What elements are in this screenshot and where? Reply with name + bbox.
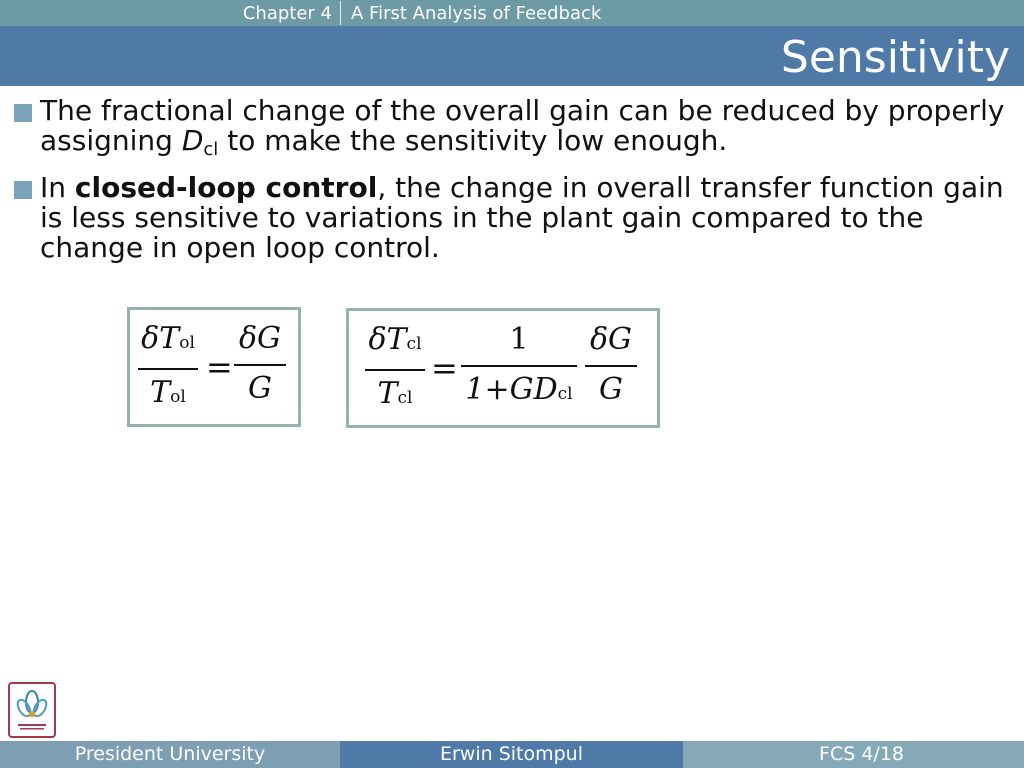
- numerator: 1: [509, 322, 529, 357]
- open-loop-equation: [127, 307, 301, 427]
- denominator: G: [599, 372, 623, 407]
- subscript: cl: [557, 384, 573, 404]
- fraction-bar: [461, 365, 577, 367]
- denominator: 1+GD: [465, 372, 558, 407]
- footer-institution: President University: [0, 741, 340, 768]
- fraction-middle: [461, 323, 577, 411]
- fraction-bar: [138, 368, 198, 370]
- bullet-text: to make the sensitivity low enough.: [218, 124, 728, 157]
- bullet-text: In: [40, 171, 75, 204]
- subscript: ol: [179, 333, 195, 353]
- closed-loop-equation: [346, 308, 660, 428]
- chapter-label: Chapter 4: [242, 2, 332, 24]
- fraction-bar: [585, 365, 637, 367]
- numerator: δT: [141, 321, 180, 356]
- fraction-rhs: [234, 322, 286, 406]
- fraction-bar: [365, 369, 425, 371]
- bullet-text: The fractional change of the overall gain can be reduced by properly assigning: [40, 94, 1005, 157]
- chapter-subtitle: A First Analysis of Feedback: [351, 2, 602, 24]
- bullet-item: [12, 96, 1012, 165]
- bullet-text: , the change in overall transfer function gain is less sensitive to variations in the plant gain compared to the change in open loop control.: [40, 171, 1004, 264]
- subscript: cl: [406, 334, 422, 354]
- bullet-square-icon: [14, 181, 32, 199]
- bullet-bold-text: closed-loop control: [74, 171, 378, 204]
- denominator: G: [248, 371, 272, 406]
- equals-sign: =: [431, 349, 458, 387]
- bullet-variable: D: [181, 124, 204, 157]
- footer-author: Erwin Sitompul: [340, 741, 683, 768]
- chapter-bar: [0, 0, 1024, 26]
- equals-sign: =: [206, 348, 233, 386]
- numerator: δG: [589, 322, 633, 357]
- fraction-lhs: [365, 323, 425, 415]
- denominator: T: [377, 376, 398, 411]
- bullet-square-icon: [14, 104, 32, 122]
- denominator: T: [150, 375, 171, 410]
- fraction-rhs: [585, 323, 637, 407]
- bullet-variable-sub: cl: [203, 139, 219, 160]
- bullet-item: [12, 173, 1012, 263]
- title-bar: [0, 26, 1024, 86]
- fraction-lhs: [138, 322, 198, 414]
- slide-title: Sensitivity: [780, 32, 1010, 83]
- footer-bar: [0, 741, 1024, 768]
- slide-content: [12, 96, 1012, 271]
- numerator: δG: [238, 321, 282, 356]
- footer-page-number: FCS 4/18: [819, 743, 904, 765]
- university-logo-icon: [8, 682, 56, 738]
- subscript: ol: [170, 387, 186, 407]
- fraction-bar: [234, 364, 286, 366]
- subscript: cl: [397, 388, 413, 408]
- footer-page: [683, 741, 1024, 768]
- numerator: δT: [368, 322, 407, 357]
